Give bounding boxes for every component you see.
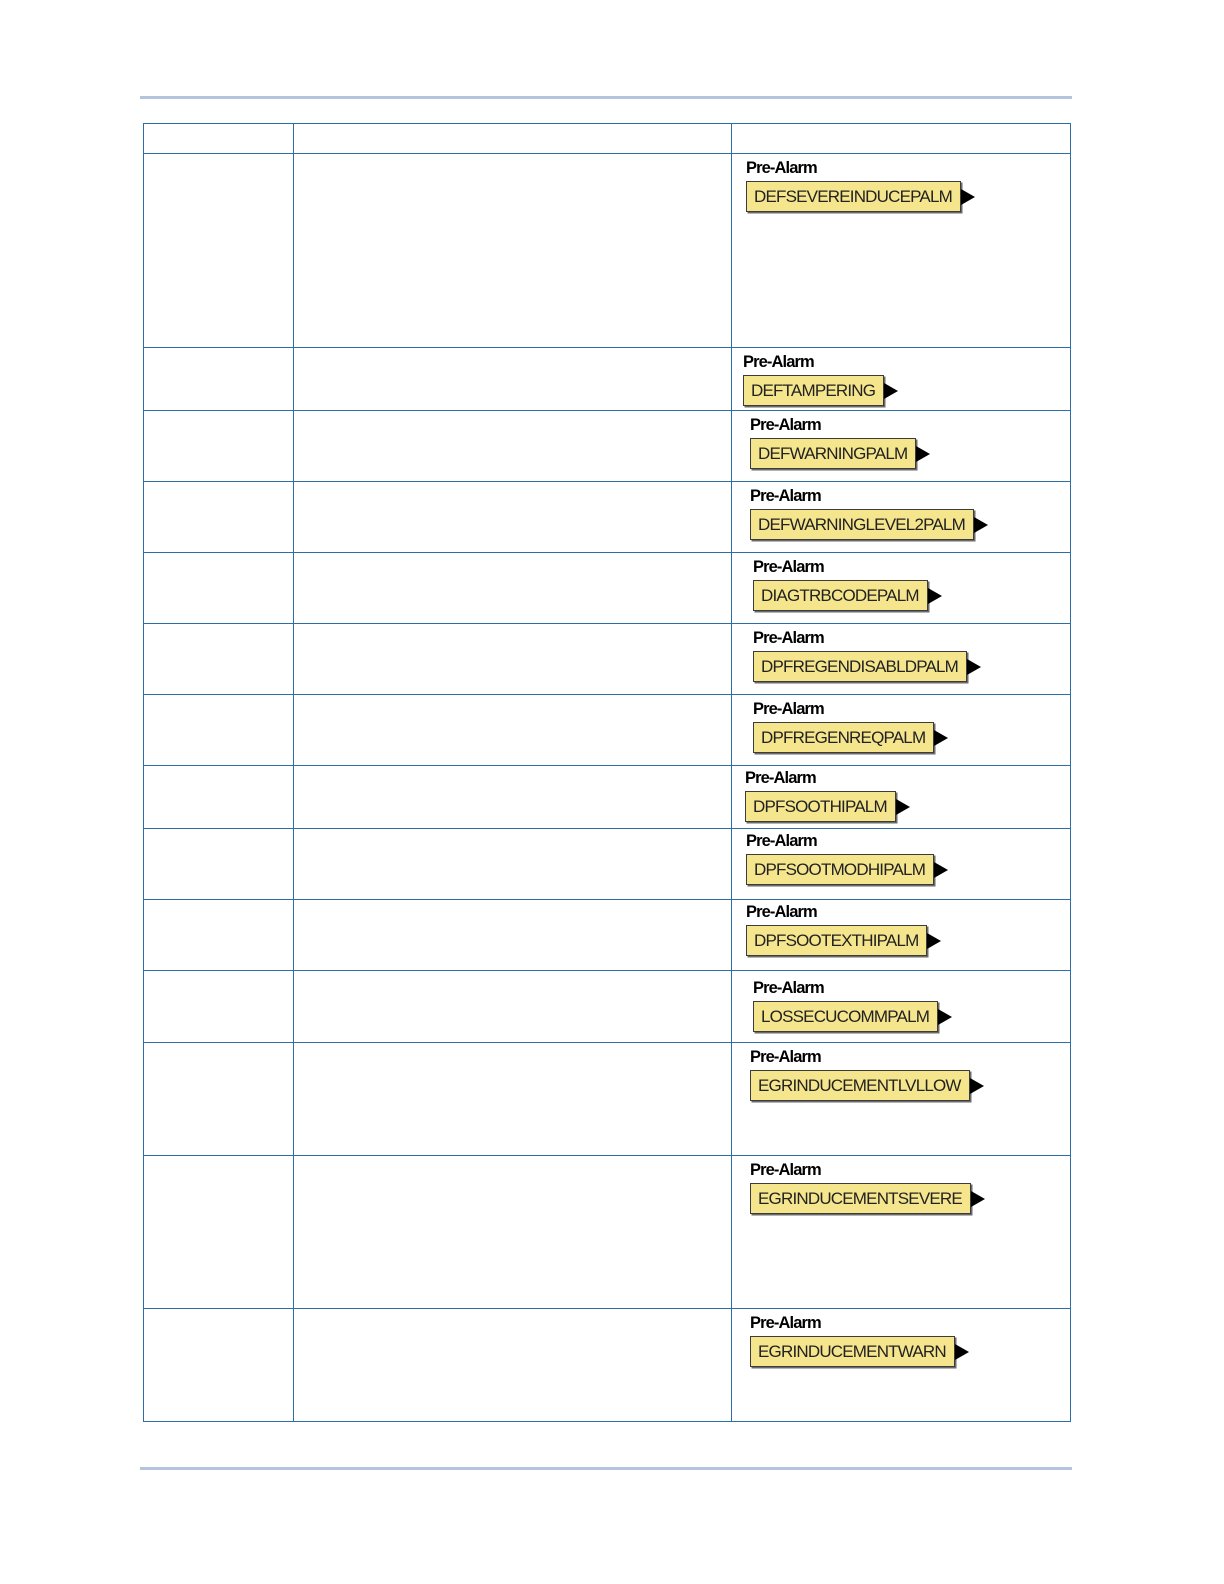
logic-block bbox=[732, 829, 1070, 885]
output-arrow-icon bbox=[934, 730, 948, 746]
pre-alarm-label: Pre-Alarm bbox=[753, 558, 824, 576]
pre-alarm-label: Pre-Alarm bbox=[750, 487, 821, 505]
logic-block bbox=[732, 900, 1070, 956]
logic-block bbox=[732, 1309, 1070, 1367]
output-arrow-icon bbox=[884, 383, 898, 399]
pre-alarm-label: Pre-Alarm bbox=[753, 629, 824, 647]
header-cell bbox=[144, 124, 294, 154]
output-arrow-icon bbox=[938, 1009, 952, 1025]
logic-block bbox=[732, 971, 1070, 1032]
table-row bbox=[144, 1043, 1071, 1156]
logic-element-box[interactable]: DPFSOOTMODHIPALM bbox=[746, 854, 934, 885]
logic-element-box[interactable]: DEFWARNINGPALM bbox=[750, 438, 916, 469]
table-row bbox=[144, 900, 1071, 971]
output-arrow-icon bbox=[927, 933, 941, 949]
header-cell bbox=[732, 124, 1071, 154]
logic-block bbox=[732, 1043, 1070, 1101]
pre-alarm-label: Pre-Alarm bbox=[750, 1048, 821, 1066]
pre-alarm-label: Pre-Alarm bbox=[746, 832, 817, 850]
table-row bbox=[144, 829, 1071, 900]
table-row bbox=[144, 1309, 1071, 1422]
output-arrow-icon bbox=[970, 1078, 984, 1094]
table-row bbox=[144, 482, 1071, 553]
output-arrow-icon bbox=[955, 1344, 969, 1360]
table-row bbox=[144, 971, 1071, 1043]
pre-alarm-label: Pre-Alarm bbox=[753, 979, 824, 997]
output-arrow-icon bbox=[974, 517, 988, 533]
logic-element-box[interactable]: DPFSOOTHIPALM bbox=[745, 791, 896, 822]
header-cell bbox=[294, 124, 732, 154]
pre-alarm-label: Pre-Alarm bbox=[746, 159, 817, 177]
logic-element-box[interactable]: DPFREGENDISABLDPALM bbox=[753, 651, 967, 682]
footer-rule bbox=[140, 1467, 1072, 1470]
table-row bbox=[144, 154, 1071, 348]
logic-element-box[interactable]: LOSSECUCOMMPALM bbox=[753, 1001, 938, 1032]
table-row bbox=[144, 766, 1071, 829]
pre-alarm-label: Pre-Alarm bbox=[745, 769, 816, 787]
logic-element-box[interactable]: DEFSEVEREINDUCEPALM bbox=[746, 181, 961, 212]
table-row bbox=[144, 624, 1071, 695]
pre-alarm-label: Pre-Alarm bbox=[750, 1314, 821, 1332]
output-arrow-icon bbox=[971, 1191, 985, 1207]
logic-element-table bbox=[143, 123, 1071, 1422]
output-arrow-icon bbox=[967, 659, 981, 675]
logic-block bbox=[732, 482, 1070, 540]
output-arrow-icon bbox=[961, 189, 975, 205]
logic-element-box[interactable]: DEFTAMPERING bbox=[743, 375, 884, 406]
table-row bbox=[144, 1156, 1071, 1309]
table-header-row bbox=[144, 124, 1071, 154]
logic-element-box[interactable]: DIAGTRBCODEPALM bbox=[753, 580, 928, 611]
logic-block bbox=[732, 154, 1070, 212]
output-arrow-icon bbox=[928, 588, 942, 604]
table-row bbox=[144, 348, 1071, 411]
table-row bbox=[144, 553, 1071, 624]
pre-alarm-label: Pre-Alarm bbox=[750, 416, 821, 434]
logic-block bbox=[732, 348, 1070, 406]
logic-element-box[interactable]: DEFWARNINGLEVEL2PALM bbox=[750, 509, 974, 540]
logic-block bbox=[732, 624, 1070, 682]
output-arrow-icon bbox=[916, 446, 930, 462]
logic-block bbox=[732, 1156, 1070, 1214]
logic-block bbox=[732, 766, 1070, 822]
table-row bbox=[144, 695, 1071, 766]
logic-block bbox=[732, 553, 1070, 611]
logic-element-box[interactable]: DPFSOOTEXTHIPALM bbox=[746, 925, 927, 956]
logic-element-box[interactable]: EGRINDUCEMENTLVLLOW bbox=[750, 1070, 970, 1101]
logic-element-box[interactable]: EGRINDUCEMENTWARN bbox=[750, 1336, 955, 1367]
header-rule bbox=[140, 96, 1072, 99]
output-arrow-icon bbox=[896, 799, 910, 815]
pre-alarm-label: Pre-Alarm bbox=[750, 1161, 821, 1179]
pre-alarm-label: Pre-Alarm bbox=[743, 353, 814, 371]
logic-element-box[interactable]: DPFREGENREQPALM bbox=[753, 722, 934, 753]
pre-alarm-label: Pre-Alarm bbox=[753, 700, 824, 718]
table-row bbox=[144, 411, 1071, 482]
pre-alarm-label: Pre-Alarm bbox=[746, 903, 817, 921]
logic-block bbox=[732, 695, 1070, 753]
logic-element-box[interactable]: EGRINDUCEMENTSEVERE bbox=[750, 1183, 971, 1214]
output-arrow-icon bbox=[934, 862, 948, 878]
logic-block bbox=[732, 411, 1070, 469]
